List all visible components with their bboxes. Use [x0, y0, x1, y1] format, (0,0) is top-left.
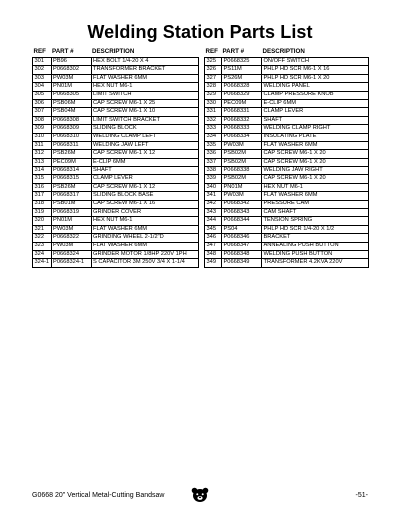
ref-cell: 339 [205, 175, 222, 183]
description-cell: HEX NUT M6-1 [91, 217, 198, 225]
description-cell: LIMIT SWITCH [91, 91, 198, 99]
description-cell: ON/OFF SWITCH [262, 58, 369, 66]
table-row [33, 83, 199, 91]
table-row [205, 133, 369, 141]
description-cell: GRINDING WHEEL 2-1/2"D [91, 234, 198, 242]
part-number-cell: P0668315 [51, 175, 91, 183]
description-cell: TRANSFORMER BRACKET [91, 66, 198, 74]
part-number-cell: PEC09M [222, 99, 262, 107]
part-number-cell: PSB04M [51, 108, 91, 116]
ref-cell: 309 [33, 125, 52, 133]
table-row [33, 141, 199, 149]
manual-title: G0668 20" Vertical Metal-Cutting Bandsaw [32, 492, 165, 499]
ref-cell: 324-1 [33, 259, 52, 267]
description-cell: PHLP HD SCR 1/4-20 X 1/2 [262, 225, 369, 233]
table-row [33, 66, 199, 74]
part-number-cell: P0668349 [222, 259, 262, 267]
ref-cell: 341 [205, 192, 222, 200]
ref-cell: 315 [33, 175, 52, 183]
table-row [33, 99, 199, 107]
table-row [33, 158, 199, 166]
part-number-cell: P0668344 [222, 217, 262, 225]
table-row [33, 259, 199, 267]
description-cell: WELDING JAW LEFT [91, 141, 198, 149]
ref-cell: 310 [33, 133, 52, 141]
description-cell: BRACKET [262, 234, 369, 242]
ref-cell: 320 [33, 217, 52, 225]
ref-cell: 338 [205, 167, 222, 175]
table-row [205, 66, 369, 74]
part-number-cell: PSB06M [51, 99, 91, 107]
table-row [205, 250, 369, 258]
table-row [33, 242, 199, 250]
ref-cell: 326 [205, 66, 222, 74]
table-row [33, 175, 199, 183]
description-cell: E-CLIP 6MM [262, 99, 369, 107]
description-cell: FLAT WASHER 6MM [91, 74, 198, 82]
col-header-part: PART # [222, 47, 245, 55]
table-row [205, 192, 369, 200]
table-row [33, 125, 199, 133]
col-header-part: PART # [52, 47, 74, 55]
description-cell: FLAT WASHER 6MM [91, 225, 198, 233]
description-cell: CLAMP PRESSURE KNOB [262, 91, 369, 99]
description-cell: S CAPACITOR 3M 250V 3/4 X 1-1/4 [91, 259, 198, 267]
description-cell: WELDING CLAMP LEFT [91, 133, 198, 141]
part-number-cell: P0668328 [222, 83, 262, 91]
ref-cell: 330 [205, 99, 222, 107]
ref-cell: 333 [205, 125, 222, 133]
ref-cell: 344 [205, 217, 222, 225]
part-number-cell: P0668348 [222, 250, 262, 258]
table-row [205, 167, 369, 175]
ref-cell: 323 [33, 242, 52, 250]
table-row [205, 209, 369, 217]
table-row [33, 108, 199, 116]
part-number-cell: PSB01M [51, 200, 91, 208]
part-number-cell: P0668314 [51, 167, 91, 175]
ref-cell: 337 [205, 158, 222, 166]
part-number-cell: P0668319 [51, 209, 91, 217]
description-cell: CAP SCREW M6-1 X 12 [91, 183, 198, 191]
description-cell: FLAT WASHER 6MM [262, 141, 369, 149]
ref-cell: 335 [205, 141, 222, 149]
ref-cell: 321 [33, 225, 52, 233]
ref-cell: 325 [205, 58, 222, 66]
table-row [33, 133, 199, 141]
part-number-cell: P0668309 [51, 125, 91, 133]
part-number-cell: PSB02M [222, 158, 262, 166]
table-row [33, 91, 199, 99]
table-row [205, 150, 369, 158]
part-number-cell: PN01M [222, 183, 262, 191]
ref-cell: 327 [205, 74, 222, 82]
part-number-cell: P0668347 [222, 242, 262, 250]
description-cell: CAP SCREW M6-1 X 25 [91, 99, 198, 107]
ref-cell: 329 [205, 91, 222, 99]
description-cell: WELDING PANEL [262, 83, 369, 91]
description-cell: ANNEALING PUSH BUTTON [262, 242, 369, 250]
table-row [33, 192, 199, 200]
part-number-cell: PN01M [51, 83, 91, 91]
part-number-cell: P0668322 [51, 234, 91, 242]
ref-cell: 332 [205, 116, 222, 124]
part-number-cell: PS04 [222, 225, 262, 233]
ref-cell: 311 [33, 141, 52, 149]
description-cell: CAP SCREW M6-1 X 16 [91, 200, 198, 208]
part-number-cell: P0668310 [51, 133, 91, 141]
table-row [205, 91, 369, 99]
ref-cell: 340 [205, 183, 222, 191]
part-number-cell: P0668334 [222, 133, 262, 141]
ref-cell: 302 [33, 66, 52, 74]
description-cell: SLIDING BLOCK [91, 125, 198, 133]
part-number-cell: PW03M [51, 74, 91, 82]
description-cell: PRESSURE CAM [262, 200, 369, 208]
part-number-cell: P0668342 [222, 200, 262, 208]
ref-cell: 324 [33, 250, 52, 258]
page-title: Welding Station Parts List [87, 22, 313, 42]
table-row [205, 74, 369, 82]
part-number-cell: P0668331 [222, 108, 262, 116]
part-number-cell: PW03M [222, 192, 262, 200]
description-cell: WELDING JAW RIGHT [262, 167, 369, 175]
table-row [33, 58, 199, 66]
table-row [33, 183, 199, 191]
ref-cell: 331 [205, 108, 222, 116]
part-number-cell: PW03M [222, 141, 262, 149]
page-number: -51- [355, 492, 368, 499]
description-cell: SHAFT [262, 116, 369, 124]
ref-cell: 317 [33, 192, 52, 200]
ref-cell: 347 [205, 242, 222, 250]
part-number-cell: P0668324-1 [51, 259, 91, 267]
description-cell: INSULATING PLATE [262, 133, 369, 141]
col-header-ref: REF [33, 47, 46, 55]
part-number-cell: PB96 [51, 58, 91, 66]
table-row [205, 108, 369, 116]
bear-head-icon [191, 487, 209, 503]
description-cell: CLAMP LEVER [262, 108, 369, 116]
part-number-cell: PS26M [222, 74, 262, 82]
ref-cell: 314 [33, 167, 52, 175]
ref-cell: 342 [205, 200, 222, 208]
part-number-cell: P0668346 [222, 234, 262, 242]
description-cell: FLAT WASHER 6MM [262, 192, 369, 200]
description-cell: CAP SCREW M6-1 X 20 [262, 158, 369, 166]
ref-cell: 322 [33, 234, 52, 242]
col-header-description: DESCRIPTION [262, 47, 305, 55]
parts-table-left [32, 48, 199, 268]
ref-cell: 316 [33, 183, 52, 191]
part-number-cell: PW03M [51, 225, 91, 233]
table-row [205, 141, 369, 149]
ref-cell: 348 [205, 250, 222, 258]
part-number-cell: P0668333 [222, 125, 262, 133]
description-cell: HEX BOLT 1/4-20 X 4 [91, 58, 198, 66]
table-header-row [33, 48, 199, 58]
table-row [205, 200, 369, 208]
part-number-cell: P0668302 [51, 66, 91, 74]
table-row [205, 158, 369, 166]
description-cell: WELDING PUSH BUTTON [262, 250, 369, 258]
ref-cell: 336 [205, 150, 222, 158]
description-cell: CLAMP LEVER [91, 175, 198, 183]
part-number-cell: P0668324 [51, 250, 91, 258]
table-header-row [205, 48, 369, 58]
ref-cell: 318 [33, 200, 52, 208]
part-number-cell: PN01M [51, 217, 91, 225]
table-row [33, 250, 199, 258]
part-number-cell: P0668305 [51, 91, 91, 99]
ref-cell: 334 [205, 133, 222, 141]
table-row [33, 167, 199, 175]
col-header-ref: REF [205, 47, 218, 55]
parts-table-right [204, 48, 369, 268]
table-row [205, 125, 369, 133]
ref-cell: 343 [205, 209, 222, 217]
description-cell: PHLP HD SCR M6-1 X 20 [262, 74, 369, 82]
description-cell: CAP SCREW M6-1 X 12 [91, 150, 198, 158]
description-cell: WELDING CLAMP RIGHT [262, 125, 369, 133]
description-cell: CAP SCREW M6-1 X 10 [91, 108, 198, 116]
part-number-cell: P0668311 [51, 141, 91, 149]
description-cell: CAP SCREW M6-1 X 20 [262, 175, 369, 183]
ref-cell: 346 [205, 234, 222, 242]
part-number-cell: PSB26M [51, 150, 91, 158]
description-cell: PHLP HD SCR M6-1 X 16 [262, 66, 369, 74]
ref-cell: 304 [33, 83, 52, 91]
ref-cell: 349 [205, 259, 222, 267]
ref-cell: 308 [33, 116, 52, 124]
part-number-cell: PSB02M [222, 175, 262, 183]
table-row [205, 99, 369, 107]
table-row [205, 225, 369, 233]
part-number-cell: P0668317 [51, 192, 91, 200]
part-number-cell: PS11M [222, 66, 262, 74]
description-cell: GRINDER COVER [91, 209, 198, 217]
ref-cell: 345 [205, 225, 222, 233]
ref-cell: 319 [33, 209, 52, 217]
part-number-cell: P0668308 [51, 116, 91, 124]
description-cell: E-CLIP 6MM [91, 158, 198, 166]
table-row [33, 209, 199, 217]
description-cell: GRINDER MOTOR 1/8HP 220V 1PH [91, 250, 198, 258]
table-row [205, 234, 369, 242]
part-number-cell: P0668329 [222, 91, 262, 99]
part-number-cell: PW03M [51, 242, 91, 250]
table-row [33, 200, 199, 208]
description-cell: TRANSFORMER 4.2KVA 220V [262, 259, 369, 267]
part-number-cell: PEC09M [51, 158, 91, 166]
part-number-cell: P0668325 [222, 58, 262, 66]
table-row [205, 242, 369, 250]
table-row [205, 217, 369, 225]
description-cell: LIMIT SWITCH BRACKET [91, 116, 198, 124]
ref-cell: 328 [205, 83, 222, 91]
table-row [33, 150, 199, 158]
part-number-cell: P0668332 [222, 116, 262, 124]
table-row [205, 183, 369, 191]
col-header-description: DESCRIPTION [92, 47, 135, 55]
ref-cell: 306 [33, 99, 52, 107]
ref-cell: 303 [33, 74, 52, 82]
table-row [205, 259, 369, 267]
ref-cell: 307 [33, 108, 52, 116]
table-row [205, 58, 369, 66]
ref-cell: 313 [33, 158, 52, 166]
description-cell: HEX NUT M6-1 [262, 183, 369, 191]
description-cell: CAM SHAFT [262, 209, 369, 217]
description-cell: CAP SCREW M6-1 X 20 [262, 150, 369, 158]
ref-cell: 305 [33, 91, 52, 99]
description-cell: FLAT WASHER 6MM [91, 242, 198, 250]
table-row [33, 234, 199, 242]
ref-cell: 301 [33, 58, 52, 66]
table-row [33, 74, 199, 82]
part-number-cell: PSB26M [51, 183, 91, 191]
table-row [205, 83, 369, 91]
part-number-cell: PSB02M [222, 150, 262, 158]
description-cell: SHAFT [91, 167, 198, 175]
description-cell: TENSION SPRING [262, 217, 369, 225]
table-row [205, 116, 369, 124]
table-row [33, 217, 199, 225]
description-cell: HEX NUT M6-1 [91, 83, 198, 91]
part-number-cell: P0668338 [222, 167, 262, 175]
table-row [33, 116, 199, 124]
description-cell: SLIDING BLOCK BASE [91, 192, 198, 200]
table-row [33, 225, 199, 233]
table-row [205, 175, 369, 183]
ref-cell: 312 [33, 150, 52, 158]
part-number-cell: P0668343 [222, 209, 262, 217]
